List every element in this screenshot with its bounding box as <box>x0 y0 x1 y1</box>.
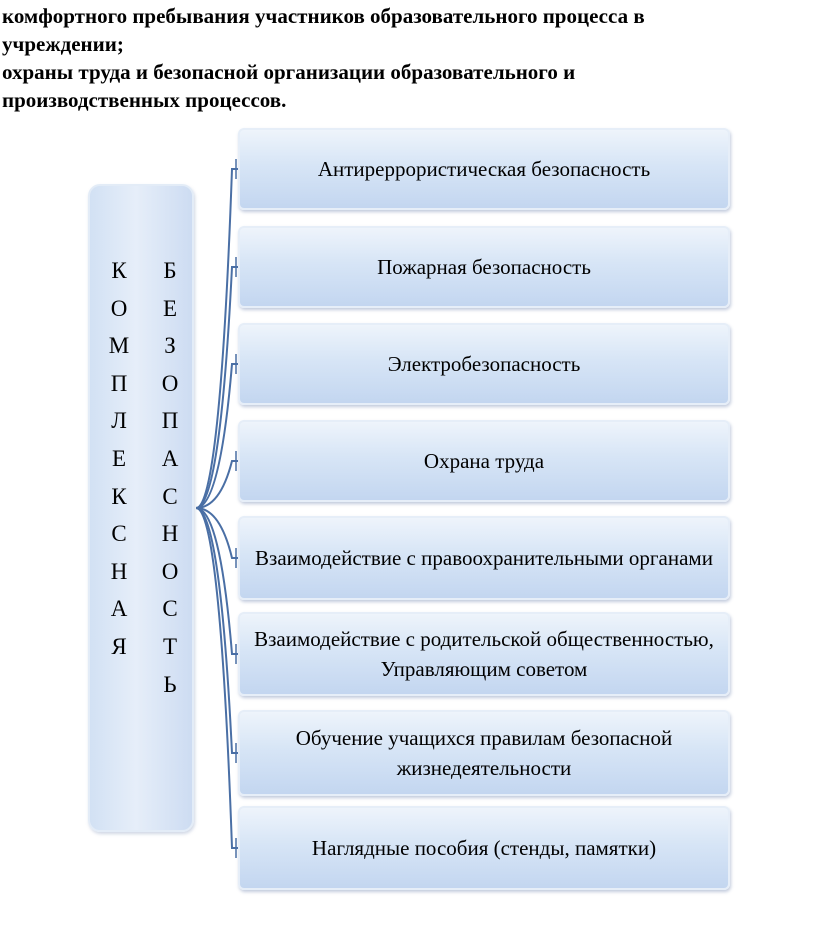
connector-line <box>196 508 238 848</box>
item-text <box>254 624 714 684</box>
item-labor-protection <box>238 420 730 502</box>
item-line: Обучение учащихся правилам безопасной <box>295 726 673 750</box>
letter: Б <box>163 258 177 283</box>
letter: О <box>161 370 179 396</box>
item-line: Наглядные пособия (стенды, памятки) <box>311 836 657 860</box>
letter: Я <box>111 633 127 659</box>
letter: М <box>108 333 130 359</box>
item-student-training <box>238 710 730 796</box>
item-fire-safety <box>238 226 730 308</box>
item-line: жизнедеятельности <box>396 756 572 780</box>
letter: П <box>161 408 179 434</box>
item-line: Взаимодействие с родительской общественностью, <box>254 627 714 651</box>
intro-line: производственных процессов. <box>2 88 287 112</box>
item-law-enforcement <box>238 516 730 600</box>
item-line: Пожарная безопасность <box>377 255 591 279</box>
intro-line: комфортного пребывания участников образовательного процесса в <box>2 4 645 28</box>
item-line: Взаимодействие с правоохранительными органами <box>255 546 713 570</box>
connector-line <box>196 508 238 654</box>
letter: Е <box>111 445 127 471</box>
connector-line <box>196 169 238 508</box>
connector-line <box>196 508 238 558</box>
item-text <box>377 252 591 282</box>
connector-line <box>196 267 238 508</box>
item-line: Электробезопасность <box>387 352 581 376</box>
vertical-word-safety <box>158 252 182 703</box>
item-text <box>312 833 656 863</box>
item-text <box>318 154 650 184</box>
letter: Н <box>161 521 179 547</box>
connector-line <box>196 461 238 508</box>
connector-line <box>196 508 238 753</box>
complex-safety-box <box>88 184 194 832</box>
letter: Е <box>162 295 178 321</box>
letter: С <box>162 596 178 622</box>
letter: О <box>110 295 128 321</box>
letter: Н <box>110 558 128 584</box>
letter: О <box>161 558 179 584</box>
item-electrical-safety <box>238 323 730 405</box>
item-line: Охрана труда <box>423 449 545 473</box>
letter: К <box>111 258 127 283</box>
item-text <box>388 349 581 379</box>
vertical-word-complex <box>107 252 131 666</box>
letter: А <box>110 596 128 622</box>
letter: С <box>111 521 127 547</box>
intro-line: учреждении; <box>2 32 124 56</box>
item-text <box>255 543 713 573</box>
connector-line <box>196 364 238 508</box>
letter: Ь <box>163 671 177 697</box>
letter: А <box>161 445 179 471</box>
letter: З <box>164 333 176 359</box>
item-visual-aids <box>238 806 730 890</box>
item-line: Антиреррористическая безопасность <box>317 157 651 181</box>
letter: К <box>111 483 127 509</box>
letter: Т <box>162 633 178 659</box>
item-parents-council <box>238 612 730 696</box>
letter: С <box>162 483 178 509</box>
item-text <box>296 723 672 783</box>
letter: П <box>110 370 128 396</box>
item-antiterror-safety <box>238 128 730 210</box>
item-line: Управляющим советом <box>380 657 588 681</box>
letter: Л <box>111 408 127 434</box>
item-text <box>424 446 544 476</box>
intro-line: охраны труда и безопасной организации образовательного и <box>2 60 576 84</box>
